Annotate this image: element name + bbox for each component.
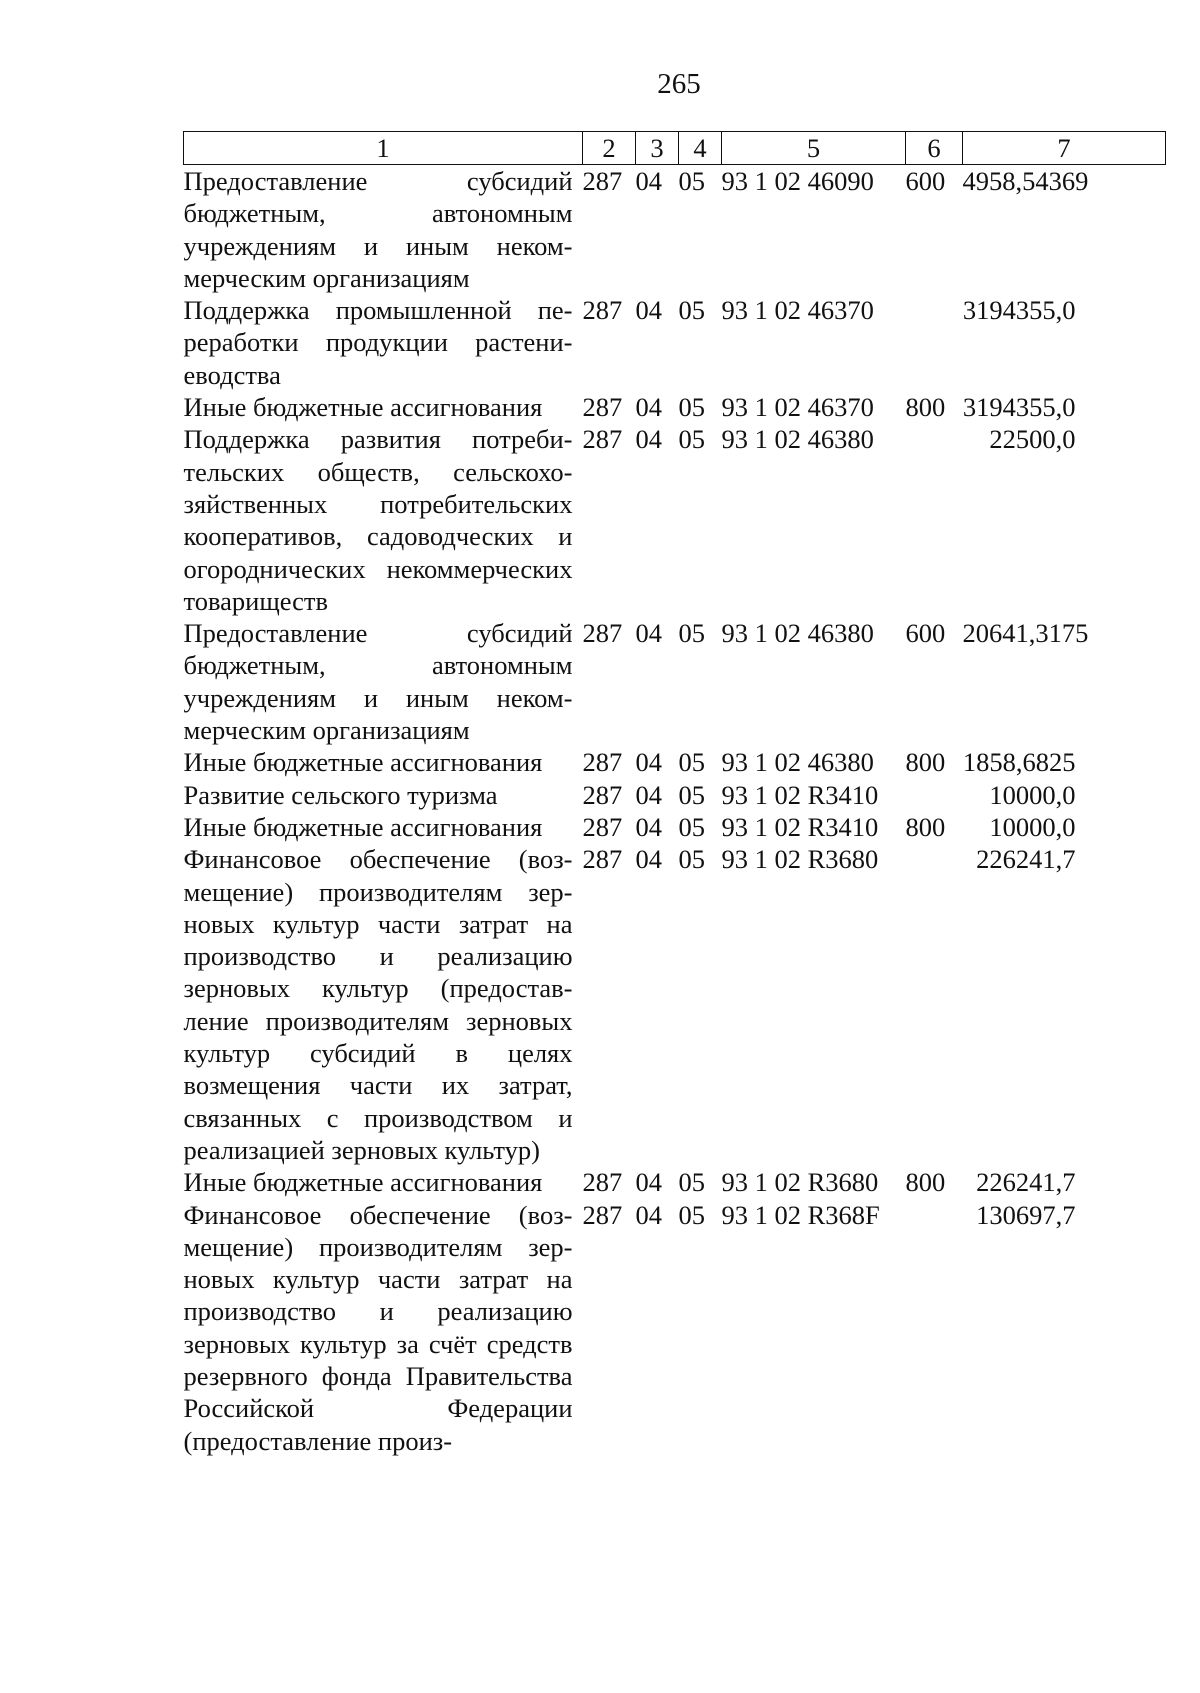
row-rz: 04 — [635, 779, 662, 810]
row-pr: 05 — [678, 166, 705, 196]
row-name: Поддержка промышленной переработки продукции растениеводства — [183, 295, 573, 390]
row-csr: 93 1 02 46370 — [721, 392, 874, 423]
table-row — [184, 294, 1166, 391]
header-col-5: 5 — [722, 132, 906, 165]
row-name: Финансовое обеспечение (возмещение) производителям зерновых культур части затрат на производство и реализацию зерновых культур за счёт средств резервного фонда Правительства Российской Федерации (предоставление произ- — [183, 1199, 573, 1456]
row-sum: 3194355,0 — [962, 295, 1076, 326]
row-name: Предоставление субсидий бюджетным, автономным учреждениям и иным некоммерческим организациям — [183, 166, 573, 293]
table-row — [184, 746, 1166, 778]
row-rz: 04 — [635, 1199, 662, 1230]
table-row — [184, 1199, 1166, 1457]
row-sum: 226241,7 — [976, 1167, 1076, 1198]
row-sum: 1858,6825 — [962, 747, 1076, 778]
row-pr: 05 — [678, 618, 705, 649]
row-sum: 10000,0 — [989, 779, 1076, 810]
row-name: Иные бюджетные ассигнования — [183, 747, 543, 778]
row-name: Иные бюджетные ассигнования — [183, 392, 543, 423]
row-vr — [906, 843, 963, 1166]
row-sum: 4958,54369 — [962, 166, 1089, 196]
row-name: Иные бюджетные ассигнования — [183, 811, 543, 842]
row-csr: 93 1 02 46380 — [721, 424, 874, 455]
row-pr: 05 — [678, 1199, 705, 1230]
row-pr: 05 — [678, 844, 705, 875]
row-rz: 04 — [635, 424, 662, 455]
row-vr — [906, 1199, 963, 1457]
header-col-6: 6 — [906, 132, 963, 165]
row-vr: 800 — [905, 747, 946, 778]
row-pr: 05 — [678, 747, 705, 778]
row-gr: 287 — [582, 1167, 623, 1198]
row-pr: 05 — [678, 779, 705, 810]
row-sum: 22500,0 — [989, 424, 1076, 455]
row-pr: 05 — [678, 392, 705, 423]
row-gr: 287 — [582, 424, 623, 455]
table-row — [184, 1166, 1166, 1198]
row-gr: 287 — [582, 747, 623, 778]
row-rz: 04 — [635, 618, 662, 649]
row-name: Финансовое обеспечение (возмещение) производителям зерновых культур части затрат на производство и реализацию зерновых культур (предоставление производителям зерновых культур субсидий в целях возмещения части их затрат, связанных с производством и реализацией зерновых культур) — [183, 844, 573, 1165]
row-rz: 04 — [635, 811, 662, 842]
budget-table — [183, 131, 1166, 1457]
page-number: 265 — [657, 68, 701, 100]
table-row — [184, 391, 1166, 423]
table-row — [184, 423, 1166, 617]
row-gr: 287 — [582, 811, 623, 842]
header-col-2: 2 — [583, 132, 636, 165]
row-csr: 93 1 02 46380 — [721, 618, 874, 649]
row-vr: 600 — [905, 166, 946, 196]
row-csr: 93 1 02 46370 — [721, 295, 874, 326]
row-sum: 20641,3175 — [962, 618, 1089, 649]
row-rz: 04 — [635, 844, 662, 875]
row-vr — [906, 423, 963, 617]
row-gr: 287 — [582, 392, 623, 423]
table-row — [184, 843, 1166, 1166]
row-sum: 130697,7 — [976, 1199, 1076, 1230]
row-name: Иные бюджетные ассигнования — [183, 1167, 543, 1198]
row-gr: 287 — [582, 618, 623, 649]
row-pr: 05 — [678, 1167, 705, 1198]
row-csr: 93 1 02 46090 — [721, 166, 874, 196]
row-vr: 800 — [905, 392, 946, 423]
row-gr: 287 — [582, 844, 623, 875]
header-col-1: 1 — [184, 132, 583, 165]
row-vr: 800 — [905, 811, 946, 842]
row-name: Развитие сельского туризма — [183, 779, 498, 810]
row-name: Предоставление субсидий бюджетным, автономным учреждениям и иным некоммерческим организациям — [183, 618, 573, 746]
table-row — [184, 779, 1166, 811]
row-name: Поддержка развития потребительских обществ, сельскохозяйственных потребительских кооперативов, садоводческих и огороднических некоммерческих товариществ — [183, 424, 573, 616]
row-rz: 04 — [635, 1167, 662, 1198]
row-gr: 287 — [582, 295, 623, 326]
header-col-3: 3 — [636, 132, 679, 165]
table-row — [184, 165, 1166, 295]
table-row — [184, 811, 1166, 843]
row-csr: 93 1 02 R3680 — [721, 1167, 879, 1198]
row-rz: 04 — [635, 166, 662, 196]
row-vr — [906, 779, 963, 811]
row-gr: 287 — [582, 166, 623, 196]
row-pr: 05 — [678, 811, 705, 842]
row-rz: 04 — [635, 392, 662, 423]
row-rz: 04 — [635, 295, 662, 326]
row-vr: 800 — [905, 1167, 946, 1198]
row-csr: 93 1 02 R3410 — [721, 779, 879, 810]
row-gr: 287 — [582, 1199, 623, 1230]
row-csr: 93 1 02 R3410 — [721, 811, 879, 842]
table-header — [184, 132, 1166, 165]
row-pr: 05 — [678, 295, 705, 326]
header-col-4: 4 — [679, 132, 722, 165]
row-pr: 05 — [678, 424, 705, 455]
row-vr: 600 — [905, 618, 946, 649]
table-row — [184, 617, 1166, 746]
row-rz: 04 — [635, 747, 662, 778]
row-csr: 93 1 02 46380 — [721, 747, 874, 778]
row-sum: 3194355,0 — [962, 392, 1076, 423]
row-vr — [906, 294, 963, 391]
row-csr: 93 1 02 R368F — [721, 1199, 880, 1230]
row-sum: 10000,0 — [989, 811, 1076, 842]
row-csr: 93 1 02 R3680 — [721, 844, 879, 875]
header-row — [184, 132, 1166, 165]
header-col-7: 7 — [963, 132, 1166, 165]
row-sum: 226241,7 — [976, 844, 1076, 875]
row-gr: 287 — [582, 779, 623, 810]
